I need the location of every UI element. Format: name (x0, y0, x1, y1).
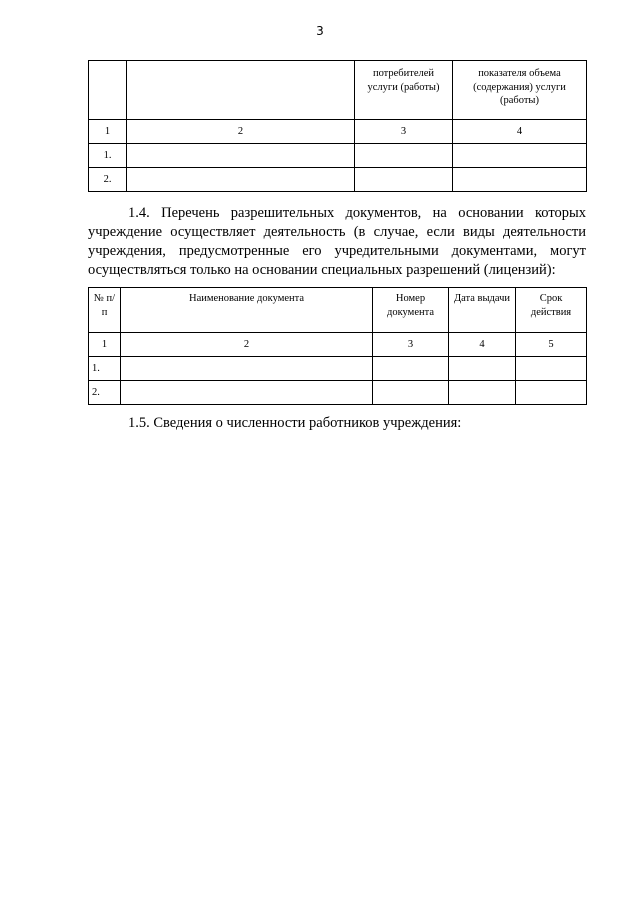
row-number: 2. (89, 381, 121, 405)
header-cell (89, 61, 127, 120)
column-number: 2 (121, 333, 373, 357)
header-cell (127, 61, 355, 120)
table-row (89, 144, 587, 168)
services-table (88, 60, 587, 192)
table-cell (373, 357, 449, 381)
table-cell (449, 381, 516, 405)
column-number: 3 (355, 120, 453, 144)
row-number: 2. (89, 168, 127, 192)
column-number: 3 (373, 333, 449, 357)
paragraph-1-4-text: 1.4. Перечень разрешительных документов, на основании которых учреждение осуществляет деятельность (в случае, если виды деятельности учреждения, предусмотренные его учредительными документами, могут осуществляться только на основании специальных разрешений (лицензий): (88, 205, 586, 278)
table-cell (127, 168, 355, 192)
column-number: 4 (449, 333, 516, 357)
table-cell (373, 381, 449, 405)
table-cell (355, 168, 453, 192)
table-cell (121, 357, 373, 381)
table-row (89, 381, 587, 405)
table-cell (516, 381, 587, 405)
table-row (89, 168, 587, 192)
paragraph-1-5-text: 1.5. Сведения о численности работников учреждения: (128, 415, 462, 431)
row-number: 1. (89, 144, 127, 168)
header-cell: Номер документа (373, 288, 449, 333)
header-cell: показателя объема (содержания) услуги (работы) (453, 61, 587, 120)
page-number: 3 (316, 24, 324, 38)
paragraph-1-5 (88, 414, 586, 433)
table-cell (121, 381, 373, 405)
header-cell: потребителей услуги (работы) (355, 61, 453, 120)
column-number: 1 (89, 333, 121, 357)
table-cell (449, 357, 516, 381)
table-cell (453, 168, 587, 192)
header-cell: Дата выдачи (449, 288, 516, 333)
table-row (89, 357, 587, 381)
column-number: 5 (516, 333, 587, 357)
table-header-row (89, 61, 587, 120)
paragraph-1-4 (88, 204, 586, 280)
column-number: 1 (89, 120, 127, 144)
permits-table (88, 287, 587, 405)
table-header-row (89, 288, 587, 333)
table-cell (516, 357, 587, 381)
column-number-row (89, 120, 587, 144)
header-cell: Срок действия (516, 288, 587, 333)
column-number: 2 (127, 120, 355, 144)
table-cell (355, 144, 453, 168)
table-cell (127, 144, 355, 168)
column-number: 4 (453, 120, 587, 144)
table-cell (453, 144, 587, 168)
header-cell: № п/п (89, 288, 121, 333)
column-number-row (89, 333, 587, 357)
header-cell: Наименование документа (121, 288, 373, 333)
row-number: 1. (89, 357, 121, 381)
